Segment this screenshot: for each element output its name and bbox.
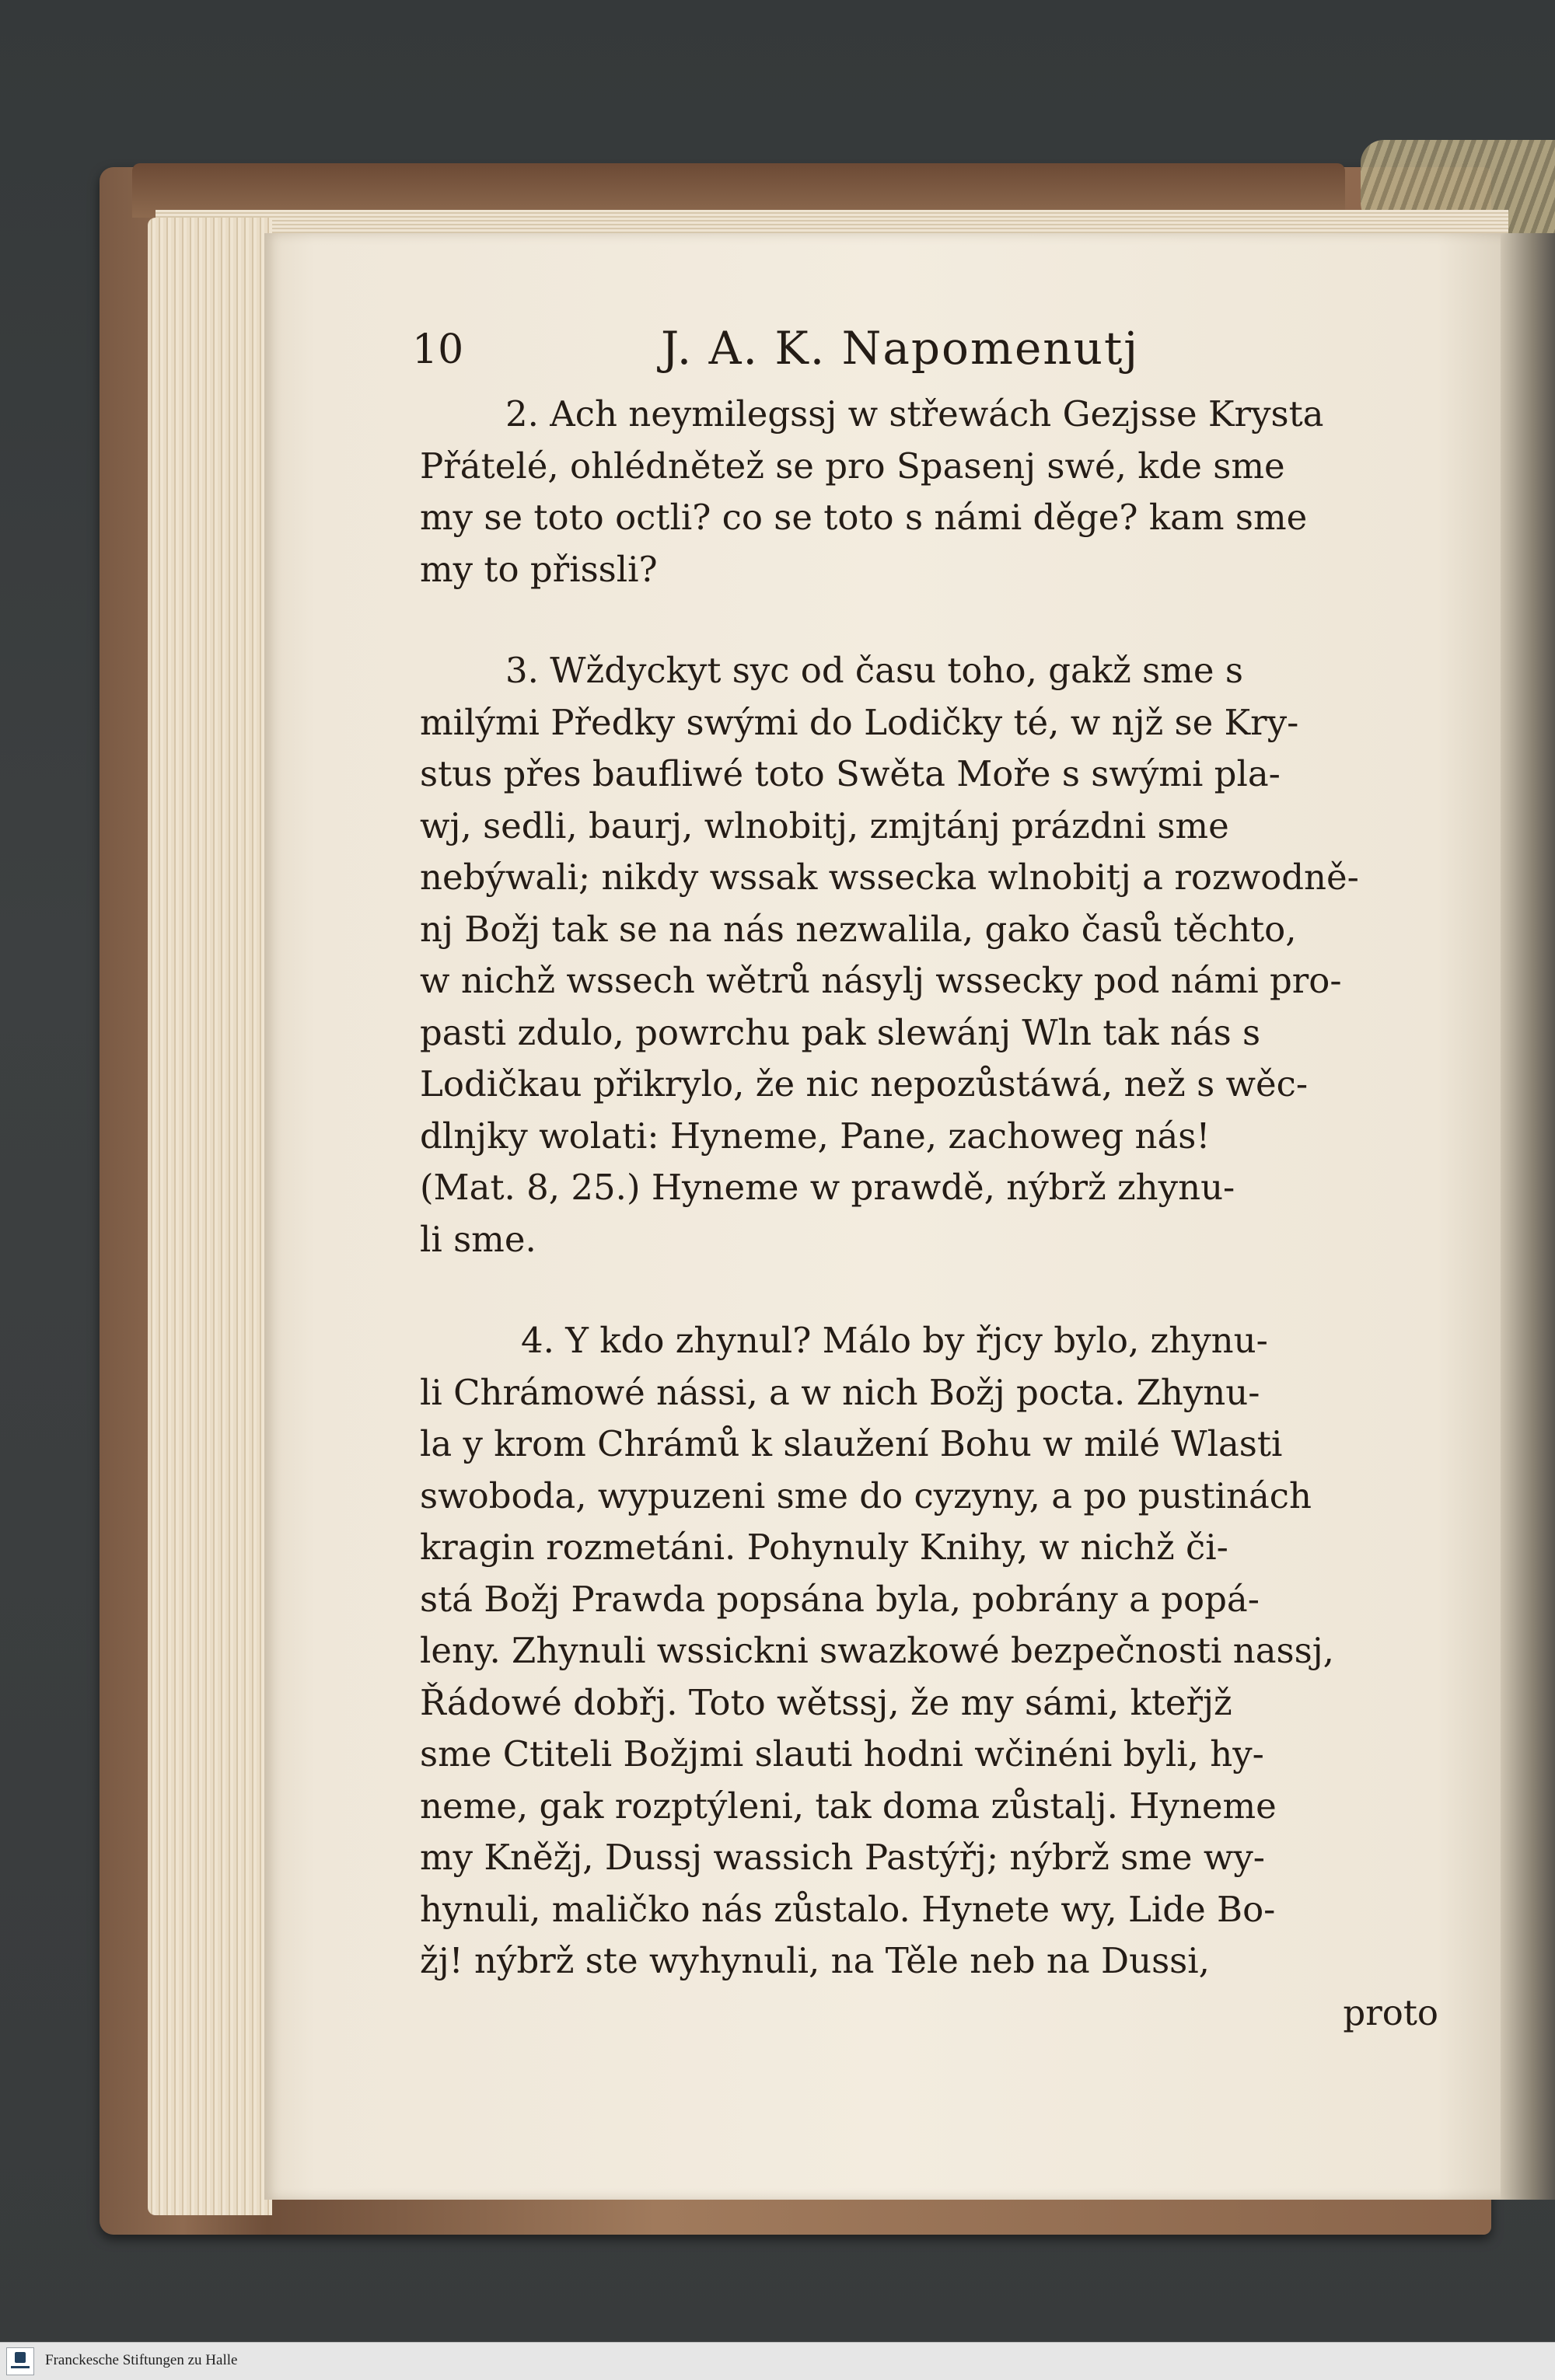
footer-bar bbox=[0, 2342, 1555, 2380]
text-line: li sme. bbox=[420, 1218, 536, 1260]
text-line: my se toto octli? co se toto s námi děge? kam sme bbox=[420, 497, 1308, 538]
text-line: li Chrámowé nássi, a w nich Božj pocta. Zhynu- bbox=[420, 1371, 1260, 1413]
text-line: nebýwali; nikdy wssak wssecka wlnobitj a rozwodně- bbox=[420, 857, 1359, 898]
text-line: stá Božj Prawda popsána byla, pobrány a popá- bbox=[420, 1578, 1260, 1620]
text-line: Přátelé, ohlédnětež se pro Spasenj swé, kde sme bbox=[420, 445, 1285, 487]
text-line: (Mat. 8, 25.) Hyneme w prawdě, nýbrž zhynu- bbox=[420, 1167, 1235, 1208]
catchword: proto bbox=[1343, 1991, 1438, 2033]
text-line: hynuli, maličko nás zůstalo. Hynete wy, Lide Bo- bbox=[420, 1888, 1276, 1930]
page-header bbox=[412, 319, 1438, 389]
text-line: milými Předky swými do Lodičky té, w njž se Kry- bbox=[420, 701, 1299, 743]
paragraph-4 bbox=[420, 1315, 1438, 1987]
text-line: my to přissli? bbox=[420, 548, 658, 590]
page-gutter bbox=[1501, 233, 1555, 2200]
text-line: kragin rozmetáni. Pohynuly Knihy, w nichž či- bbox=[420, 1527, 1228, 1568]
text-line: 2. Ach neymilegssj w střewách Gezjsse Krysta bbox=[505, 393, 1324, 434]
page-number: 10 bbox=[412, 326, 464, 373]
text-line: Lodičkau přikrylo, že nic nepozůstáwá, než s wěc- bbox=[420, 1063, 1309, 1105]
text-block bbox=[412, 319, 1438, 2039]
text-line: 4. Y kdo zhynul? Málo by řjcy bylo, zhynu- bbox=[521, 1320, 1268, 1361]
text-line: neme, gak rozptýleni, tak doma zůstalj. Hyneme bbox=[420, 1785, 1277, 1827]
page-edges bbox=[148, 218, 272, 2215]
text-line: pasti zdulo, powrchu pak slewánj Wln tak nás s bbox=[420, 1011, 1261, 1053]
text-line: w nichž wssech wětrů násylj wssecky pod námi pro- bbox=[420, 960, 1342, 1001]
text-line: swoboda, wypuzeni sme do cyzyny, a po pustinách bbox=[420, 1474, 1312, 1516]
text-line: my Kněžj, Dussj wassich Pastýřj; nýbrž sme wy- bbox=[420, 1837, 1266, 1878]
text-line: leny. Zhynuli wssickni swazkowé bezpečnosti nassj, bbox=[420, 1630, 1334, 1671]
text-line: sme Ctiteli Božjmi slauti hodni wčinéni byli, hy- bbox=[420, 1733, 1264, 1775]
text-line: wj, sedli, baurj, wlnobitj, zmjtánj prázdni sme bbox=[420, 804, 1229, 846]
text-line: nj Božj tak se na nás nezwalila, gako časů těchto, bbox=[420, 908, 1297, 950]
text-line: 3. Wždyckyt syc od času toho, gakž sme s bbox=[505, 650, 1243, 691]
running-head: J. A. K. Napomenutj bbox=[661, 322, 1140, 375]
text-line: stus přes baufliwé toto Swěta Moře s swými pla- bbox=[420, 753, 1281, 794]
paragraph-3 bbox=[420, 645, 1438, 1265]
text-line: Řádowé dobřj. Toto wětssj, že my sámi, kteřjž bbox=[420, 1681, 1232, 1723]
paragraph-2 bbox=[420, 389, 1438, 595]
text-line: dlnjky wolati: Hyneme, Pane, zachoweg nás! bbox=[420, 1115, 1211, 1157]
text-line: la y krom Chrámů k slaužení Bohu w milé Wlasti bbox=[420, 1423, 1283, 1464]
footer-label: Franckesche Stiftungen zu Halle bbox=[45, 2352, 238, 2368]
institution-logo-icon bbox=[6, 2347, 34, 2375]
text-line: žj! nýbrž ste wyhynuli, na Těle neb na Dussi, bbox=[420, 1940, 1210, 1981]
